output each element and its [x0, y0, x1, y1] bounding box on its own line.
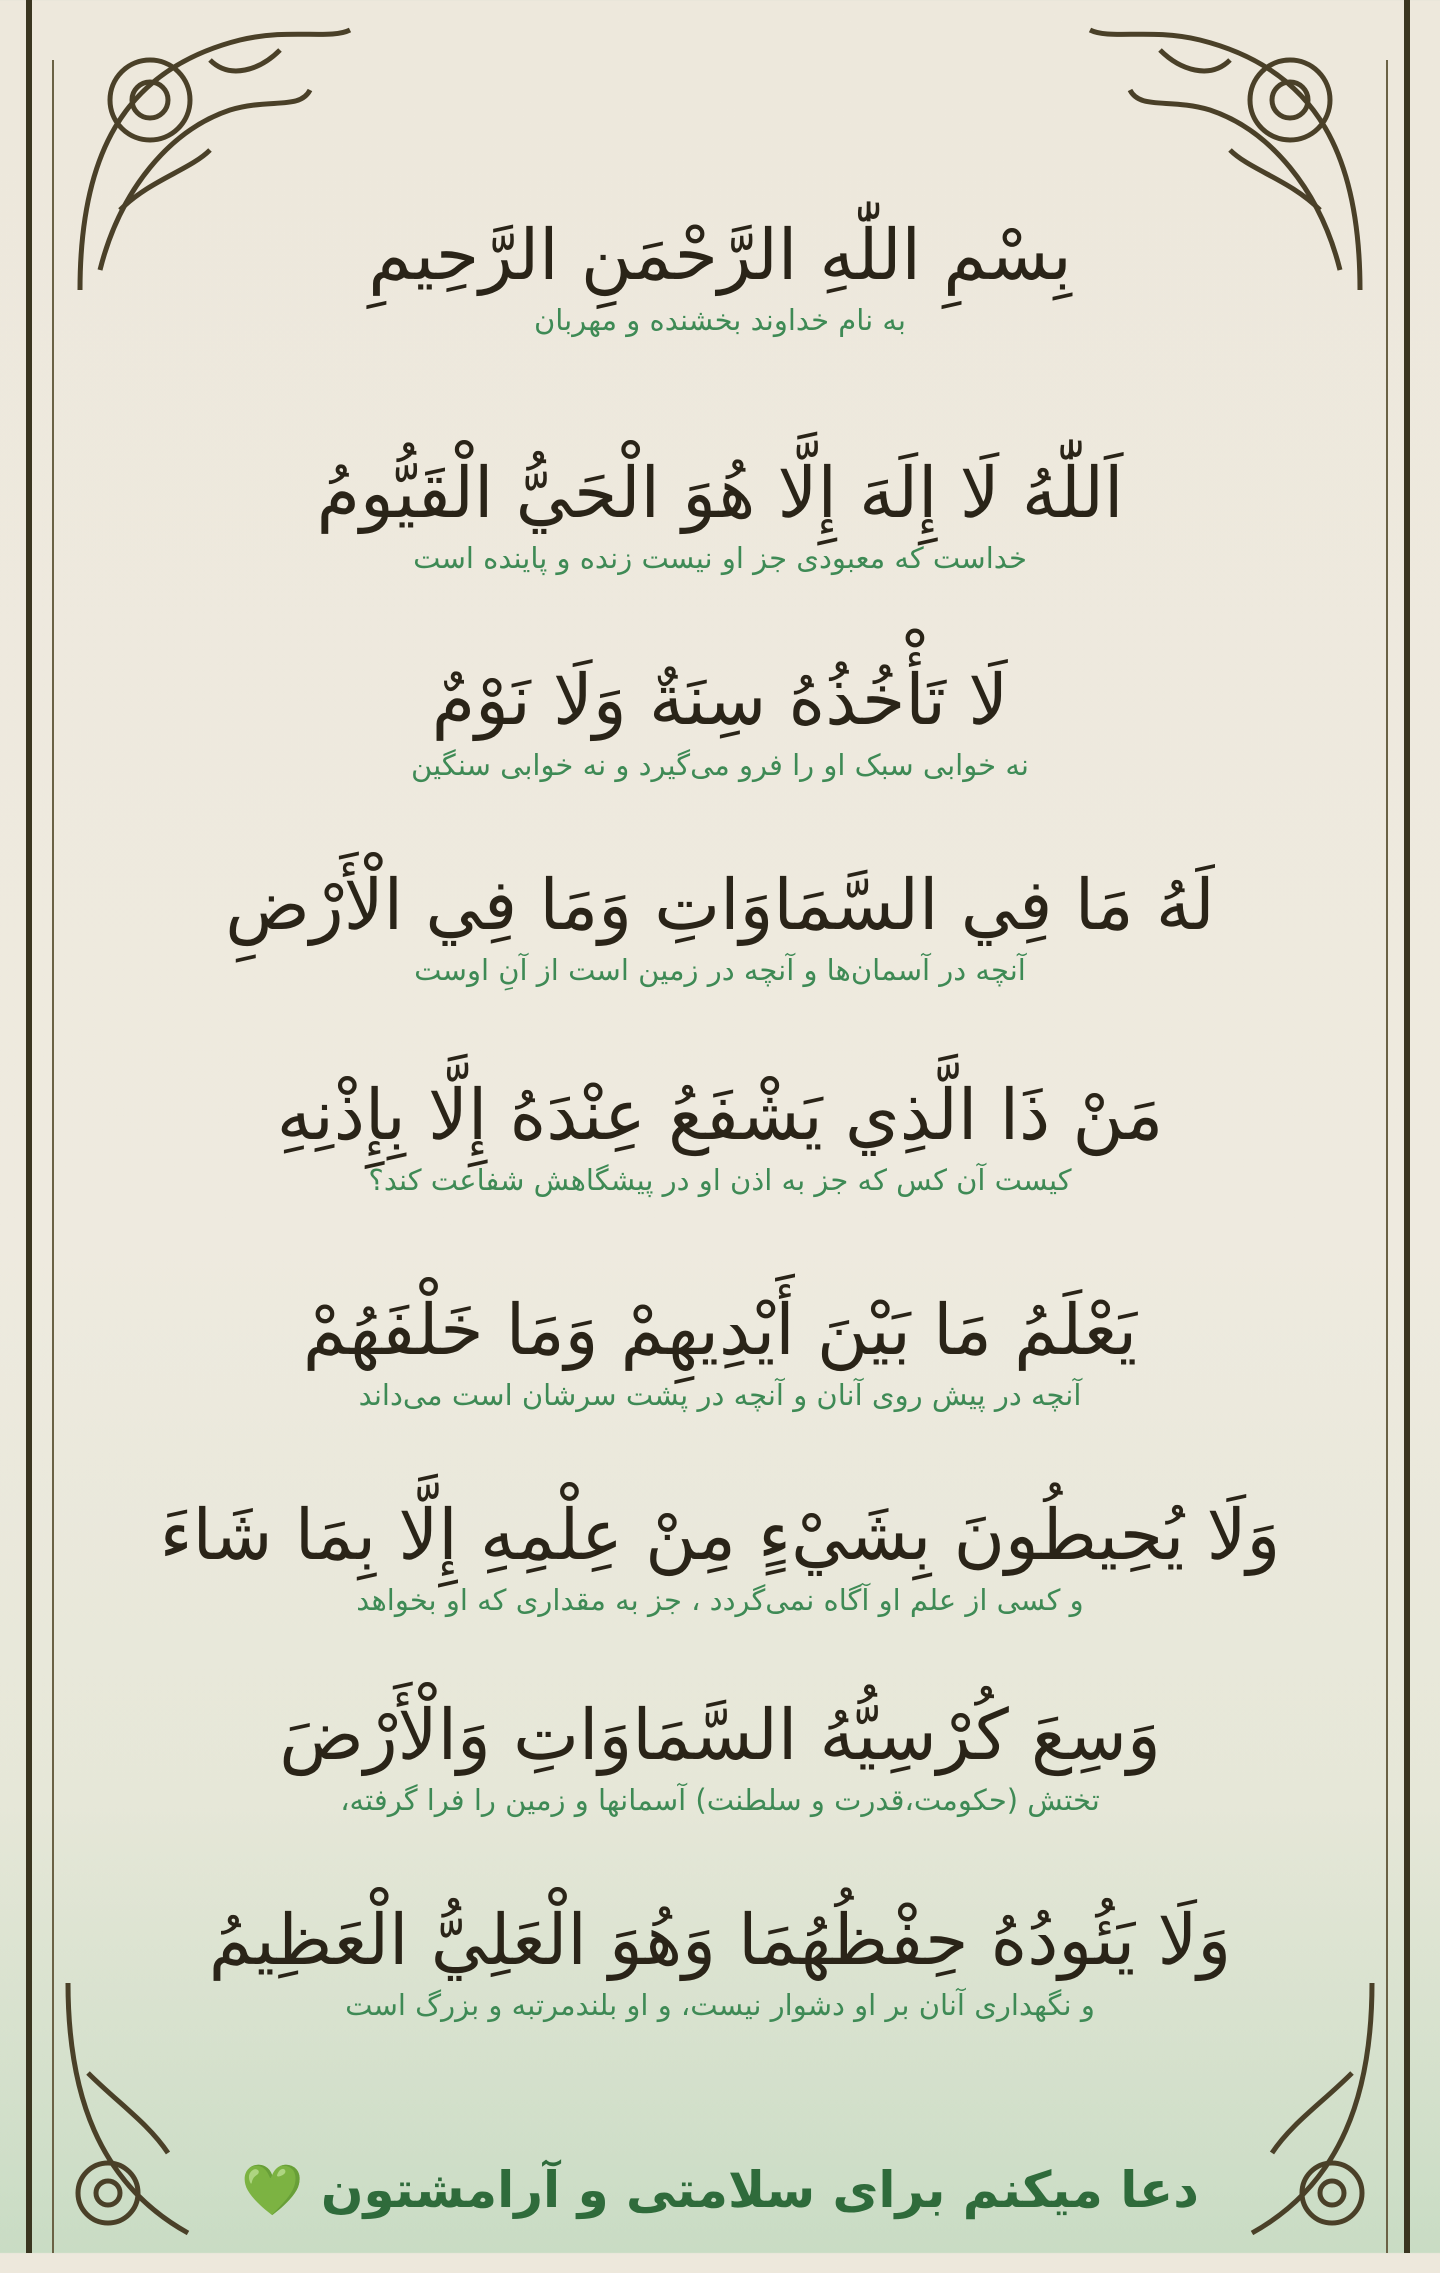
verse-block	[100, 1070, 1340, 1200]
closing-prayer	[100, 2155, 1340, 2225]
verse-block	[100, 1285, 1340, 1415]
green-heart-icon: 💚	[241, 2161, 304, 2219]
verse-block	[100, 860, 1340, 990]
verse-translation: آنچه در آسمان‌ها و آنچه در زمین است از آنِ اوست	[414, 953, 1026, 987]
verse-translation: و نگهداری آنان بر او دشوار نیست، و او بلندمرتبه و بزرگ است	[345, 1988, 1095, 2022]
verse-translation: تختش (حکومت،قدرت و سلطنت) آسمانها و زمین را فرا گرفته،	[340, 1783, 1100, 1817]
closing-text: دعا میکنم برای سلامتی و آرامشتون	[320, 2161, 1199, 2219]
bismillah-arabic: بِسْمِ اللّٰهِ الرَّحْمَنِ الرَّحِيمِ	[368, 214, 1072, 296]
bismillah-translation: به نام خداوند بخشنده و مهربان	[533, 303, 906, 337]
verse-translation: آنچه در پیش روی آنان و آنچه در پشت سرشان است می‌داند	[358, 1378, 1082, 1412]
verse-block	[100, 448, 1340, 578]
verse-arabic: لَا تَأْخُذُهُ سِنَةٌ وَلَا نَوْمٌ	[431, 659, 1009, 741]
verse-arabic: اَللّٰهُ لَا إِلَهَ إِلَّا هُوَ الْحَيُّ الْقَيُّومُ	[316, 452, 1124, 534]
verse-translation: خداست که معبودی جز او نیست زنده و پاینده است	[413, 541, 1027, 575]
verse-block	[100, 1690, 1340, 1820]
verse-block	[100, 1895, 1340, 2025]
verse-arabic: يَعْلَمُ مَا بَيْنَ أَيْدِيهِمْ وَمَا خَلْفَهُمْ	[302, 1289, 1138, 1371]
verse-arabic: وَسِعَ كُرْسِيُّهُ السَّمَاوَاتِ وَالْأَرْضَ	[279, 1694, 1161, 1776]
verse-arabic: لَهُ مَا فِي السَّمَاوَاتِ وَمَا فِي الْأَرْضِ	[225, 864, 1215, 946]
verse-block	[100, 655, 1340, 785]
verse-arabic: وَلَا يَئُودُهُ حِفْظُهُمَا وَهُوَ الْعَلِيُّ الْعَظِيمُ	[208, 1899, 1232, 1981]
verse-arabic: مَنْ ذَا الَّذِي يَشْفَعُ عِنْدَهُ إِلَّا بِإِذْنِهِ	[276, 1074, 1164, 1156]
verse-translation: نه خوابی سبک او را فرو می‌گیرد و نه خوابی سنگین	[411, 748, 1029, 782]
bismillah-block	[100, 210, 1340, 340]
verse-translation: کیست آن کس که جز به اذن او در پیشگاهش شفاعت کند؟	[368, 1163, 1072, 1197]
verse-block	[100, 1490, 1340, 1620]
verse-arabic: وَلَا يُحِيطُونَ بِشَيْءٍ مِنْ عِلْمِهِ إِلَّا بِمَا شَاءَ	[159, 1494, 1281, 1576]
verse-translation: و کسی از علم او آگاه نمی‌گردد ، جز به مقداری که او بخواهد	[356, 1583, 1084, 1617]
